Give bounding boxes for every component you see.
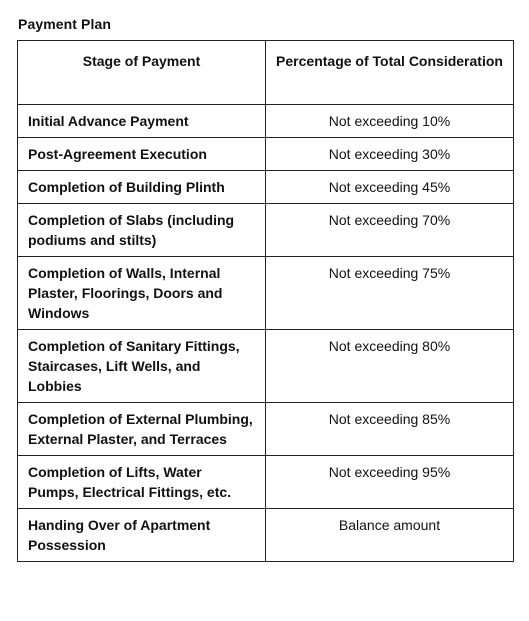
table-row (18, 257, 514, 330)
stage-cell: Completion of Walls, Internal Plaster, Floorings, Doors and Windows (18, 257, 266, 330)
table-row (18, 171, 514, 204)
table-row (18, 204, 514, 257)
payment-plan-table (17, 40, 514, 562)
percentage-cell: Not exceeding 70% (266, 204, 514, 257)
table-header-row (18, 41, 514, 105)
stage-cell: Completion of Building Plinth (18, 171, 266, 204)
table-row (18, 330, 514, 403)
percentage-cell: Not exceeding 45% (266, 171, 514, 204)
column-header-stage: Stage of Payment (18, 41, 266, 105)
percentage-cell: Not exceeding 10% (266, 105, 514, 138)
table-row (18, 403, 514, 456)
stage-cell: Handing Over of Apartment Possession (18, 509, 266, 562)
table-row (18, 509, 514, 562)
page-title: Payment Plan (18, 16, 112, 32)
percentage-cell: Not exceeding 75% (266, 257, 514, 330)
stage-cell: Post-Agreement Execution (18, 138, 266, 171)
table-row (18, 138, 514, 171)
table-row (18, 456, 514, 509)
percentage-cell: Not exceeding 95% (266, 456, 514, 509)
percentage-cell: Not exceeding 30% (266, 138, 514, 171)
stage-cell: Completion of Lifts, Water Pumps, Electrical Fittings, etc. (18, 456, 266, 509)
percentage-cell: Not exceeding 85% (266, 403, 514, 456)
table-row (18, 105, 514, 138)
percentage-cell: Not exceeding 80% (266, 330, 514, 403)
percentage-cell: Balance amount (266, 509, 514, 562)
stage-cell: Completion of External Plumbing, External Plaster, and Terraces (18, 403, 266, 456)
stage-cell: Completion of Sanitary Fittings, Staircases, Lift Wells, and Lobbies (18, 330, 266, 403)
column-header-percentage: Percentage of Total Consideration (266, 41, 514, 105)
stage-cell: Completion of Slabs (including podiums and stilts) (18, 204, 266, 257)
stage-cell: Initial Advance Payment (18, 105, 266, 138)
